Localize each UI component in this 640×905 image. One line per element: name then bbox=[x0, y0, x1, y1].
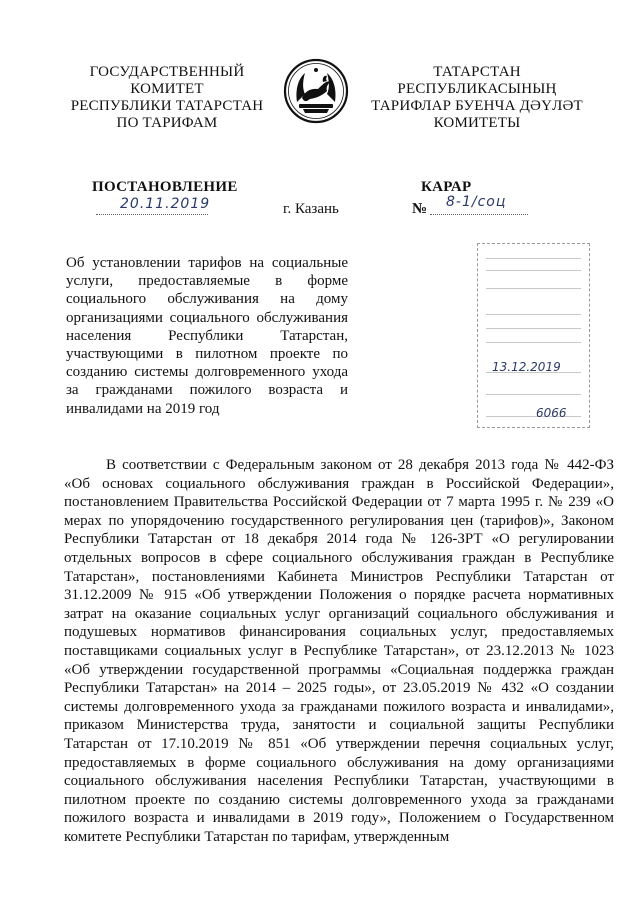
document-type-title: ПОСТАНОВЛЕНИЕ bbox=[92, 179, 238, 195]
stamp-rule bbox=[486, 270, 581, 271]
tatarstan-coat-of-arms-icon bbox=[283, 58, 349, 124]
body-paragraph: В соответствии с Федеральным законом от 28 декабря 2013 года № 442-ФЗ «Об основах социального обслуживания граждан в Российской Федерации», постановлением Правительства Российской Федерации от 7 марта 1995 г. № 239 «О мерах по упорядочению государственного регулирования цен (тарифов)», Законом Республики Татарстан от 18 декабря 2014 года № 126-ЗРТ «О регулировании отдельных вопросов в сфере социального обслуживания граждан в Республике Татарстан», постановлениями Кабинета Министров Республики Татарстан от 31.12.2009 № 915 «Об утверждении Положения о порядке расчета нормативных затрат на оказание социальных услуг организаций социального обслуживания и подушевых нормативов финансирования социальных услуг, предоставляемых поставщиками социальных услуг в Республике Татарстан», от 23.12.2013 № 1023 «Об утверждении государственной программы «Социальная поддержка граждан Республики Татарстан» на 2014 – 2025 годы», от 23.05.2019 № 432 «О создании системы долговременного ухода за гражданами пожилого возраста и инвалидами», приказом Министерства труда, занятости и социальной защиты Республики Татарстан от 17.10.2019 № 851 «Об утверждении перечня социальных услуг, предоставляемых в форме социального обслуживания на дому организациями социального обслуживания населения Республики Татарстан, участвующими в пилотном проекте по созданию системы долговременного ухода за гражданами пожилого возраста и инвалидами в 2019 году», Положением о Государственном комитете Республики Татарстан по тарифам, утвержденным bbox=[64, 457, 614, 845]
document-subject: Об установлении тарифов на социальные услуги, предоставляемые в форме социального обслуживания на дому организациями социального обслуживания населения Республики Татарстан, участвующими в пилотном проекте по созданию системы долговременного ухода за гражданами пожилого возраста и инвалидами на 2019 год bbox=[66, 255, 348, 417]
header-left-line: РЕСПУБЛИКИ ТАТАРСТАН bbox=[70, 98, 264, 114]
header-right bbox=[362, 64, 592, 132]
stamp-rule bbox=[486, 394, 581, 395]
header-right-line: ТАТАРСТАН bbox=[433, 64, 521, 80]
stamp-rule bbox=[486, 328, 581, 329]
stamp-rule bbox=[486, 258, 581, 259]
header-left-line: КОМИТЕТ bbox=[130, 81, 204, 97]
document-number: 8-1/соц bbox=[446, 194, 507, 210]
document-date: 20.11.2019 bbox=[120, 196, 211, 212]
document-city: г. Казань bbox=[283, 201, 339, 217]
document-type-title-tatar: КАРАР bbox=[421, 179, 472, 195]
stamp-rule bbox=[486, 314, 581, 315]
header-left-line: ПО ТАРИФАМ bbox=[116, 115, 218, 131]
header-left bbox=[52, 64, 282, 132]
registration-stamp bbox=[477, 243, 590, 428]
stamp-reg-number: 6066 bbox=[536, 406, 567, 420]
header-right-line: КОМИТЕТЫ bbox=[433, 115, 521, 131]
header-right-line: ТАРИФЛАР БУЕНЧА ДӘҮЛӘТ bbox=[371, 98, 583, 114]
header-right-line: РЕСПУБЛИКАСЫНЫҢ bbox=[397, 81, 557, 97]
document-body bbox=[64, 456, 614, 846]
stamp-rule bbox=[486, 288, 581, 289]
header-left-line: ГОСУДАРСТВЕННЫЙ bbox=[89, 64, 245, 80]
number-label: № bbox=[412, 201, 428, 217]
stamp-date: 13.12.2019 bbox=[492, 360, 561, 374]
stamp-rule bbox=[486, 342, 581, 343]
